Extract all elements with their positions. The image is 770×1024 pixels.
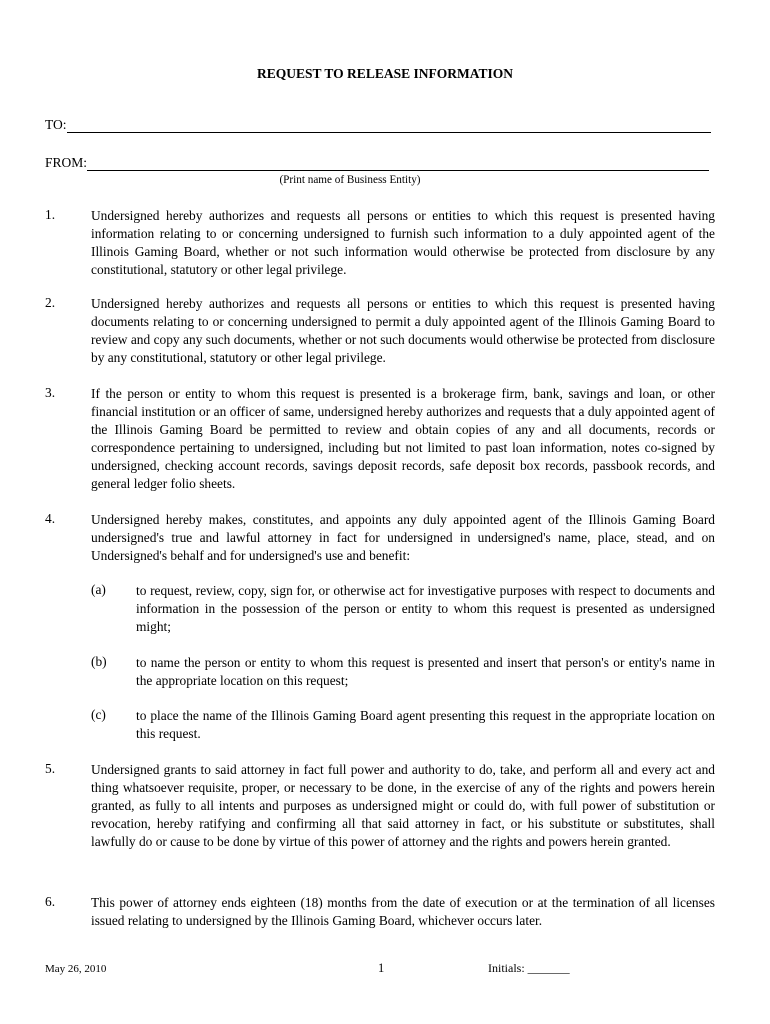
- item-number: 1.: [45, 207, 56, 222]
- from-caption: (Print name of Business Entity): [279, 174, 421, 186]
- item-text: Undersigned hereby authorizes and requests all persons or entities to which this request is presented having information relating to or concerning undersigned to furnish such information to a duly appointed agent of the Illinois Gaming Board, whether or not such information would otherwise be protected from disclosure by any constitutional, statutory or other legal privilege.: [91, 208, 715, 277]
- from-line[interactable]: [87, 156, 709, 171]
- to-label: TO:: [45, 117, 67, 132]
- item-text: This power of attorney ends eighteen (18) months from the date of execution or at the termination of all licenses issued relating to undersigned by the Illinois Gaming Board, whichever occurs later.: [91, 895, 715, 928]
- subitem-letter: (b): [91, 654, 107, 669]
- item-number: 3.: [45, 385, 56, 400]
- to-line[interactable]: [67, 118, 711, 133]
- item-number: 2.: [45, 295, 56, 310]
- item-text: Undersigned hereby authorizes and requests all persons or entities to which this request is presented having documents relating to or concerning undersigned to permit a duly appointed agent of the Illinois Gaming Board to review and copy any such documents, whether or not such documents would otherwise be protected from disclosure by any constitutional, statutory or other legal privilege.: [91, 296, 715, 365]
- from-field: [45, 155, 709, 171]
- subitem-letter: (a): [91, 582, 106, 597]
- document-title: REQUEST TO RELEASE INFORMATION: [257, 66, 513, 81]
- subitem-text: to place the name of the Illinois Gaming Board agent presenting this request in the appropriate location on this request.: [136, 708, 715, 741]
- initials-field[interactable]: Initials: _______: [488, 961, 570, 975]
- subitem-letter: (c): [91, 707, 106, 722]
- item-number: 5.: [45, 761, 56, 776]
- footer-date: May 26, 2010: [45, 963, 107, 975]
- from-label: FROM:: [45, 155, 88, 170]
- page-number: 1: [378, 961, 385, 975]
- subitem-text: to name the person or entity to whom this request is presented and insert that person's or entity's name in the appropriate location on this request;: [136, 655, 715, 688]
- item-number: 6.: [45, 894, 56, 909]
- item-text: Undersigned hereby makes, constitutes, and appoints any duly appointed agent of the Illinois Gaming Board undersigned's true and lawful attorney in fact for undersigned in undersigned's name, place, stead, and on Undersigned's behalf and for undersigned's use and benefit:: [91, 512, 715, 563]
- subitem-text: to request, review, copy, sign for, or otherwise act for investigative purposes with respect to documents and information in the possession of the person or entity to whom this request is presented as undersigned might;: [136, 583, 715, 634]
- item-text: Undersigned grants to said attorney in fact full power and authority to do, take, and perform all and every act and thing whatsoever requisite, proper, or necessary to be done, in the exercise of any of the rights and powers herein granted, as fully to all intents and purposes as undersigned might or could do, with full power of substitution or revocation, hereby ratifying and confirming all that said attorney in fact, or his substitute or substitutes, shall lawfully do or cause to be done by virtue of this power of attorney and the rights and powers herein granted.: [91, 762, 715, 849]
- item-text: If the person or entity to whom this request is presented is a brokerage firm, bank, savings and loan, or other financial institution or an officer of same, undersigned hereby authorizes and requests that a duly appointed agent of the Illinois Gaming Board be permitted to review and obtain copies of any and all documents, records or correspondence pertaining to undersigned, including but not limited to past loan information, notes co-signed by undersigned, checking account records, savings deposit records, safe deposit box records, passbook records, and general ledger folio sheets.: [91, 386, 715, 491]
- item-number: 4.: [45, 511, 56, 526]
- to-field: [45, 117, 711, 133]
